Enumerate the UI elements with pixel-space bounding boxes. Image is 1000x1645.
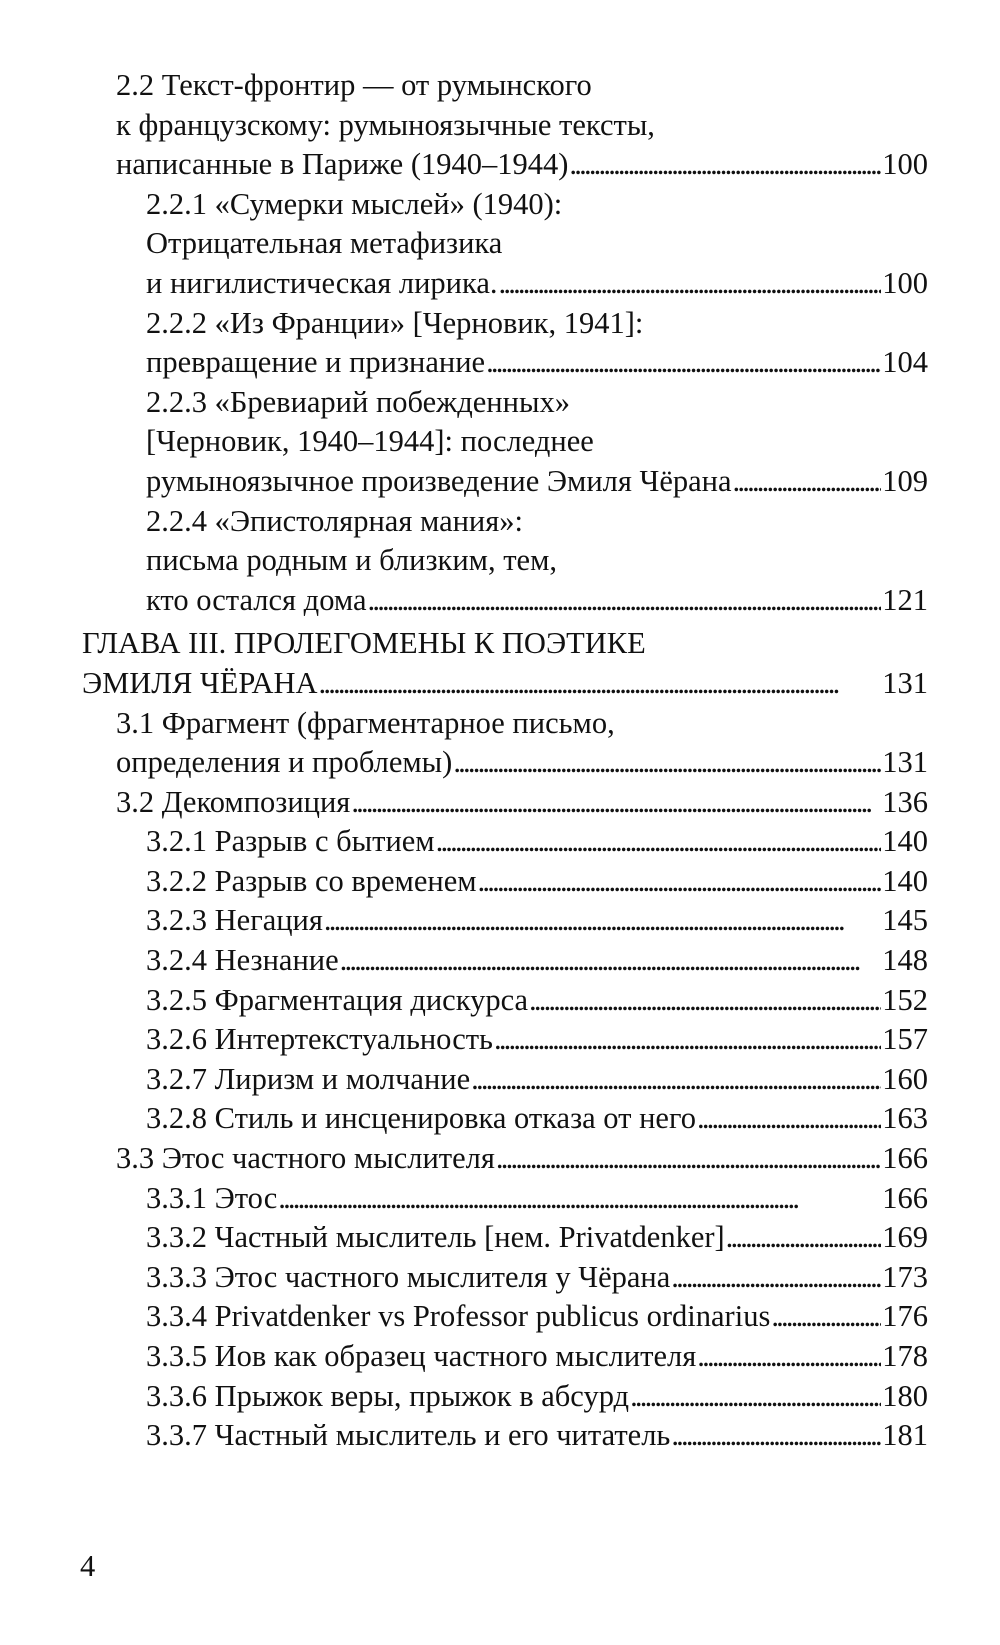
toc-entry-line: 3.2.2 Разрыв со временем [146,863,477,898]
dot-leader [351,783,881,823]
toc-entry-line: Отрицательная метафизика [146,226,503,261]
toc-entry-last-line [116,145,928,185]
toc-page-number: 160 [882,1061,928,1096]
toc-page-number: 136 [882,784,928,819]
dot-leader [697,1337,881,1377]
toc-entry-line: 3.2.3 Негация [146,903,323,938]
toc-entry-line: превращение и признание [146,345,486,380]
toc-page-number: 121 [882,582,928,617]
toc-entry-last-line [146,1060,928,1100]
toc-entry [82,1139,928,1179]
toc-entry [82,1218,928,1258]
toc-page-number: 109 [882,463,928,498]
toc-entry-last-line [146,1258,928,1298]
page-number: 4 [80,1549,96,1583]
toc-entry-line: 3.3.6 Прыжок веры, прыжок в абсурд [146,1378,630,1413]
dot-leader [436,822,882,862]
table-of-contents [82,66,928,1456]
toc-entry-line: кто остался дома [146,582,367,617]
toc-page-number: 163 [882,1101,928,1136]
dot-leader [771,1297,881,1337]
toc-entry-last-line [146,862,928,902]
toc-page-number: 140 [882,824,928,859]
toc-page-number: 145 [882,903,928,938]
toc-page-number: 140 [882,863,928,898]
toc-entry-line: письма родным и близким, тем, [146,543,558,578]
toc-entry [82,1099,928,1139]
toc-entry-last-line [146,1416,928,1456]
toc-page-number: 104 [882,345,928,380]
toc-entry [82,704,928,783]
toc-entry-last-line [146,343,928,383]
toc-entry-last-line [146,264,928,304]
toc-entry-last-line [146,1377,928,1417]
toc-page-number: 169 [882,1220,928,1255]
toc-entry-line: 3.3 Этос частного мыслителя [116,1141,495,1176]
toc-entry [82,502,928,621]
toc-entry-line: 2.2 Текст-фронтир — от румынского [116,68,592,102]
toc-entry-last-line [116,743,928,783]
toc-entry-line: 3.3.2 Частный мыслитель [нем. Privatdenker] [146,1220,725,1255]
toc-entry-line: 2.2.1 «Сумерки мыслей» (1940): [146,186,563,221]
toc-entry [82,1377,928,1417]
toc-page-number: 131 [882,665,928,700]
toc-entry [82,1416,928,1456]
toc-entry-line: 2.2.4 «Эпистолярная мания»: [146,503,524,538]
toc-entry-last-line [146,822,928,862]
dot-leader [671,1258,881,1298]
toc-entry-last-line [116,783,928,823]
toc-entry [82,822,928,862]
dot-leader [486,343,881,383]
toc-entry-last-line [146,1337,928,1377]
toc-entry-line: 3.3.3 Этос частного мыслителя у Чёрана [146,1259,671,1294]
toc-entry [82,383,928,502]
toc-entry-line: 3.3.1 Этос [146,1180,278,1215]
toc-entry-line: 3.2.6 Интертекстуальность [146,1022,493,1057]
toc-entry-last-line [146,462,928,502]
dot-leader [494,1020,881,1060]
dot-leader [569,145,881,185]
dot-leader [319,664,882,704]
toc-page-number: 100 [882,265,928,300]
toc-entry [82,1179,928,1219]
toc-page-number: 148 [882,943,928,978]
toc-entry-last-line [116,1139,928,1179]
toc-entry [82,304,928,383]
toc-entry-line: 3.3.7 Частный мыслитель и его читатель [146,1418,671,1453]
toc-page-number: 100 [882,147,928,182]
toc-entry [82,1337,928,1377]
toc-page-number: 180 [882,1378,928,1413]
toc-entry-last-line [146,1218,928,1258]
toc-entry-line: [Черновик, 1940–1944]: последнее [146,424,594,459]
toc-entry [82,66,928,185]
toc-entry [82,862,928,902]
toc-entry [82,941,928,981]
toc-page-number: 166 [882,1180,928,1215]
dot-leader [453,743,881,783]
toc-page-number: 152 [882,982,928,1017]
toc-entry [82,1297,928,1337]
toc-page-number: 131 [882,745,928,780]
toc-entry-last-line [146,1179,928,1219]
dot-leader [324,901,881,941]
dot-leader [368,581,882,621]
toc-entry-last-line [146,1020,928,1060]
toc-entry-line: написанные в Париже (1940–1944) [116,147,569,182]
toc-entry-line: 3.3.4 Privatdenker vs Professor publicus ordinarius [146,1299,771,1334]
toc-entry-line: 3.2.7 Лиризм и молчание [146,1061,471,1096]
dot-leader [671,1416,881,1456]
toc-entry-line: 3.2.4 Незнание [146,943,339,978]
toc-entry-line: 3.2.1 Разрыв с бытием [146,824,435,859]
toc-entry [82,624,928,703]
toc-page-number: 173 [882,1259,928,1294]
toc-entry-last-line [146,901,928,941]
dot-leader [478,862,882,902]
toc-entry [82,901,928,941]
toc-entry-line: 3.1 Фрагмент (фрагментарное письмо, [116,705,615,740]
toc-entry-line: ГЛАВА III. ПРОЛЕГОМЕНЫ К ПОЭТИКЕ [82,626,646,661]
toc-entry [82,185,928,304]
toc-entry-line: 3.2.5 Фрагментация дискурса [146,982,529,1017]
toc-entry-line: 2.2.2 «Из Франции» [Черновик, 1941]: [146,305,644,340]
toc-page-number: 166 [882,1141,928,1176]
toc-page-number: 178 [882,1339,928,1373]
dot-leader [496,1139,881,1179]
toc-entry-last-line [146,981,928,1021]
toc-entry [82,1060,928,1100]
toc-page-number: 176 [882,1299,928,1334]
toc-entry-line: 2.2.3 «Бревиарий побежденных» [146,384,570,419]
toc-entry-last-line [146,581,928,621]
dot-leader [499,264,882,304]
toc-entry-line: 3.2.8 Стиль и инсценировка отказа от него [146,1101,696,1136]
dot-leader [471,1060,881,1100]
toc-entry-line: 3.2 Декомпозиция [116,784,351,819]
dot-leader [630,1377,881,1417]
toc-entry-line: румыноязычное произведение Эмиля Чёрана [146,463,732,498]
toc-entry-line: и нигилистическая лирика. [146,265,498,300]
toc-entry [82,1020,928,1060]
toc-entry-line: ЭМИЛЯ ЧЁРАНА [82,665,318,700]
toc-entry-last-line [146,1297,928,1337]
toc-entry-line: к французскому: румыноязычные тексты, [116,107,655,142]
dot-leader [733,462,882,502]
toc-entry-last-line [146,1099,928,1139]
dot-leader [340,941,882,981]
dot-leader [697,1099,881,1139]
dot-leader [278,1179,881,1219]
toc-entry [82,1258,928,1298]
toc-entry-last-line [146,941,928,981]
toc-entry [82,981,928,1021]
toc-entry [82,783,928,823]
toc-page-number: 181 [882,1418,928,1453]
dot-leader [726,1218,882,1258]
dot-leader [529,981,881,1021]
toc-entry-line: 3.3.5 Иов как образец частного мыслителя [146,1339,697,1373]
toc-page-number: 157 [882,1022,928,1057]
toc-entry-last-line [82,664,928,704]
toc-entry-line: определения и проблемы) [116,745,453,780]
